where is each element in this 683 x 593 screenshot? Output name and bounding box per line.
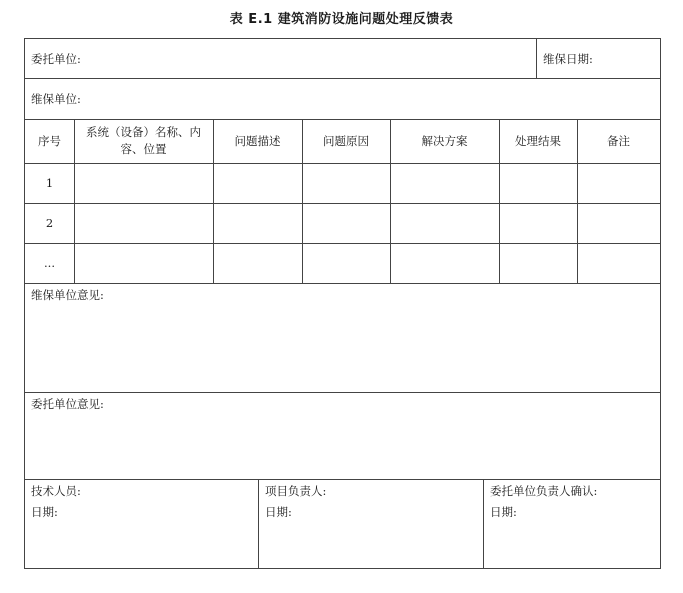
column-header-system-text: 系统（设备）名称、内容、位置	[86, 125, 201, 156]
column-divider	[258, 479, 259, 569]
column-header-remarks: 备注	[607, 134, 630, 148]
maintenance-opinion-label: 维保单位意见:	[31, 288, 104, 302]
feedback-form-table	[24, 38, 661, 569]
row-divider	[25, 78, 660, 79]
row-divider	[25, 243, 660, 244]
row-index: 1	[45, 176, 54, 190]
column-divider	[483, 479, 484, 569]
client-opinion-label: 委托单位意见:	[31, 397, 104, 411]
project-lead-label: 项目负责人:	[265, 484, 327, 498]
project-lead-date-label: 日期:	[265, 505, 292, 519]
client-lead-date-label: 日期:	[490, 505, 517, 519]
client-unit-label: 委托单位:	[31, 52, 81, 66]
column-header-result: 处理结果	[515, 134, 561, 148]
column-header-solution: 解决方案	[421, 134, 468, 148]
row-divider	[25, 163, 660, 164]
maintenance-date-label: 维保日期:	[543, 52, 593, 66]
column-divider	[536, 39, 537, 78]
row-index: 2	[45, 216, 54, 230]
row-divider	[25, 392, 660, 393]
column-header-cause: 问题原因	[323, 134, 369, 148]
row-divider	[25, 479, 660, 480]
column-header-description: 问题描述	[234, 134, 281, 148]
row-index: ...	[44, 256, 55, 270]
column-header-index: 序号	[38, 134, 61, 148]
client-lead-label: 委托单位负责人确认:	[490, 484, 598, 498]
row-divider	[25, 203, 660, 204]
form-title: 表 E.1 建筑消防设施问题处理反馈表	[229, 12, 454, 27]
column-header-system	[74, 119, 213, 163]
maintenance-unit-label: 维保单位:	[31, 92, 81, 106]
technician-label: 技术人员:	[31, 484, 81, 498]
technician-date-label: 日期:	[31, 505, 58, 519]
row-divider	[25, 283, 660, 284]
